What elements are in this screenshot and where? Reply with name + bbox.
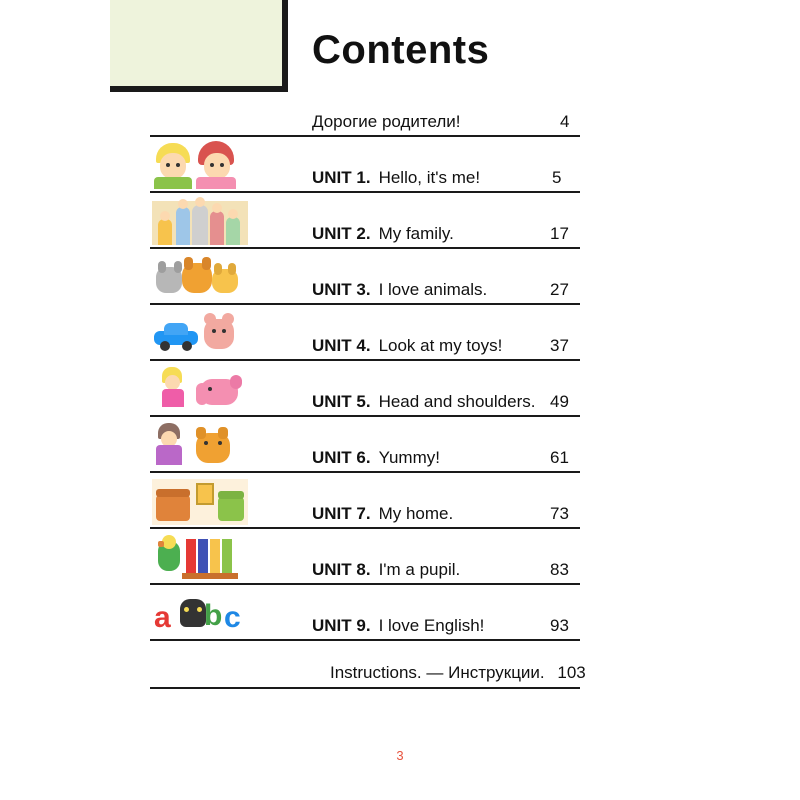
toc-label-unit-4 bbox=[312, 336, 502, 356]
unit-title: Hello, it's me! bbox=[378, 168, 481, 187]
toc-row-unit-7[interactable] bbox=[150, 473, 580, 529]
toc-row-unit-2[interactable] bbox=[150, 193, 580, 249]
toc-intro-label: Дорогие родители! bbox=[312, 112, 461, 131]
toc-label-unit-2 bbox=[312, 224, 454, 244]
page-title: Contents bbox=[312, 28, 490, 72]
toc-label-unit-6 bbox=[312, 448, 440, 468]
unit-number: UNIT 3. bbox=[312, 280, 371, 299]
toc-label-unit-3 bbox=[312, 280, 487, 300]
unit-title: Look at my toys! bbox=[378, 336, 503, 355]
table-of-contents bbox=[150, 105, 586, 689]
unit-number: UNIT 2. bbox=[312, 224, 371, 243]
toc-row-unit-4[interactable] bbox=[150, 305, 580, 361]
girl-and-elephant-icon bbox=[152, 361, 248, 413]
toc-page-unit-1: 5 bbox=[552, 168, 562, 187]
parrot-and-books-icon bbox=[152, 529, 248, 581]
toc-row-unit-6[interactable] bbox=[150, 417, 580, 473]
toc-intro-page: 4 bbox=[560, 112, 570, 131]
toc-label-unit-9 bbox=[312, 616, 484, 636]
toc-label-unit-1 bbox=[312, 168, 480, 188]
toc-page-unit-7: 73 bbox=[550, 504, 569, 523]
unit-title: My home. bbox=[378, 504, 454, 523]
unit-number: UNIT 6. bbox=[312, 448, 371, 467]
instructions-page: 103 bbox=[557, 663, 586, 682]
toc-row-intro[interactable] bbox=[150, 105, 580, 137]
unit-number: UNIT 1. bbox=[312, 168, 371, 187]
toc-row-unit-3[interactable] bbox=[150, 249, 580, 305]
two-children-icon bbox=[152, 137, 248, 189]
toc-instructions-label bbox=[330, 663, 586, 683]
family-group-icon bbox=[152, 193, 248, 245]
unit-title: Head and shoulders. bbox=[378, 392, 536, 411]
toc-row-instructions[interactable] bbox=[150, 641, 586, 689]
toc-row-unit-5[interactable] bbox=[150, 361, 580, 417]
unit-number: UNIT 8. bbox=[312, 560, 371, 579]
toc-page-unit-8: 83 bbox=[550, 560, 569, 579]
toc-label-unit-5 bbox=[312, 392, 535, 412]
room-furniture-icon bbox=[152, 473, 248, 525]
toc-page-unit-5: 49 bbox=[550, 392, 569, 411]
toc-page-unit-9: 93 bbox=[550, 616, 569, 635]
decorative-corner-block bbox=[110, 0, 288, 92]
unit-title: I love animals. bbox=[378, 280, 488, 299]
toc-label-unit-7 bbox=[312, 504, 453, 524]
abc-letters-cat-icon: a b c bbox=[152, 585, 248, 637]
toc-row-unit-9[interactable] bbox=[150, 585, 580, 641]
toc-page-unit-4: 37 bbox=[550, 336, 569, 355]
girl-feeding-cat-icon bbox=[152, 417, 248, 469]
unit-number: UNIT 7. bbox=[312, 504, 371, 523]
car-and-teddy-icon bbox=[152, 305, 248, 357]
toc-page-unit-2: 17 bbox=[550, 224, 569, 243]
toc-page-unit-3: 27 bbox=[550, 280, 569, 299]
dogs-and-cat-icon bbox=[152, 249, 248, 301]
page-folio: 3 bbox=[396, 748, 404, 763]
unit-title: My family. bbox=[378, 224, 454, 243]
toc-page-unit-6: 61 bbox=[550, 448, 569, 467]
unit-title: Yummy! bbox=[378, 448, 440, 467]
unit-number: UNIT 5. bbox=[312, 392, 371, 411]
toc-row-unit-8[interactable] bbox=[150, 529, 580, 585]
unit-number: UNIT 9. bbox=[312, 616, 371, 635]
toc-row-unit-1[interactable] bbox=[150, 137, 580, 193]
unit-title: I love English! bbox=[378, 616, 485, 635]
unit-number: UNIT 4. bbox=[312, 336, 371, 355]
toc-label-unit-8 bbox=[312, 560, 460, 580]
instructions-text: Instructions. — Инструкции. bbox=[330, 663, 545, 682]
unit-title: I'm a pupil. bbox=[378, 560, 461, 579]
